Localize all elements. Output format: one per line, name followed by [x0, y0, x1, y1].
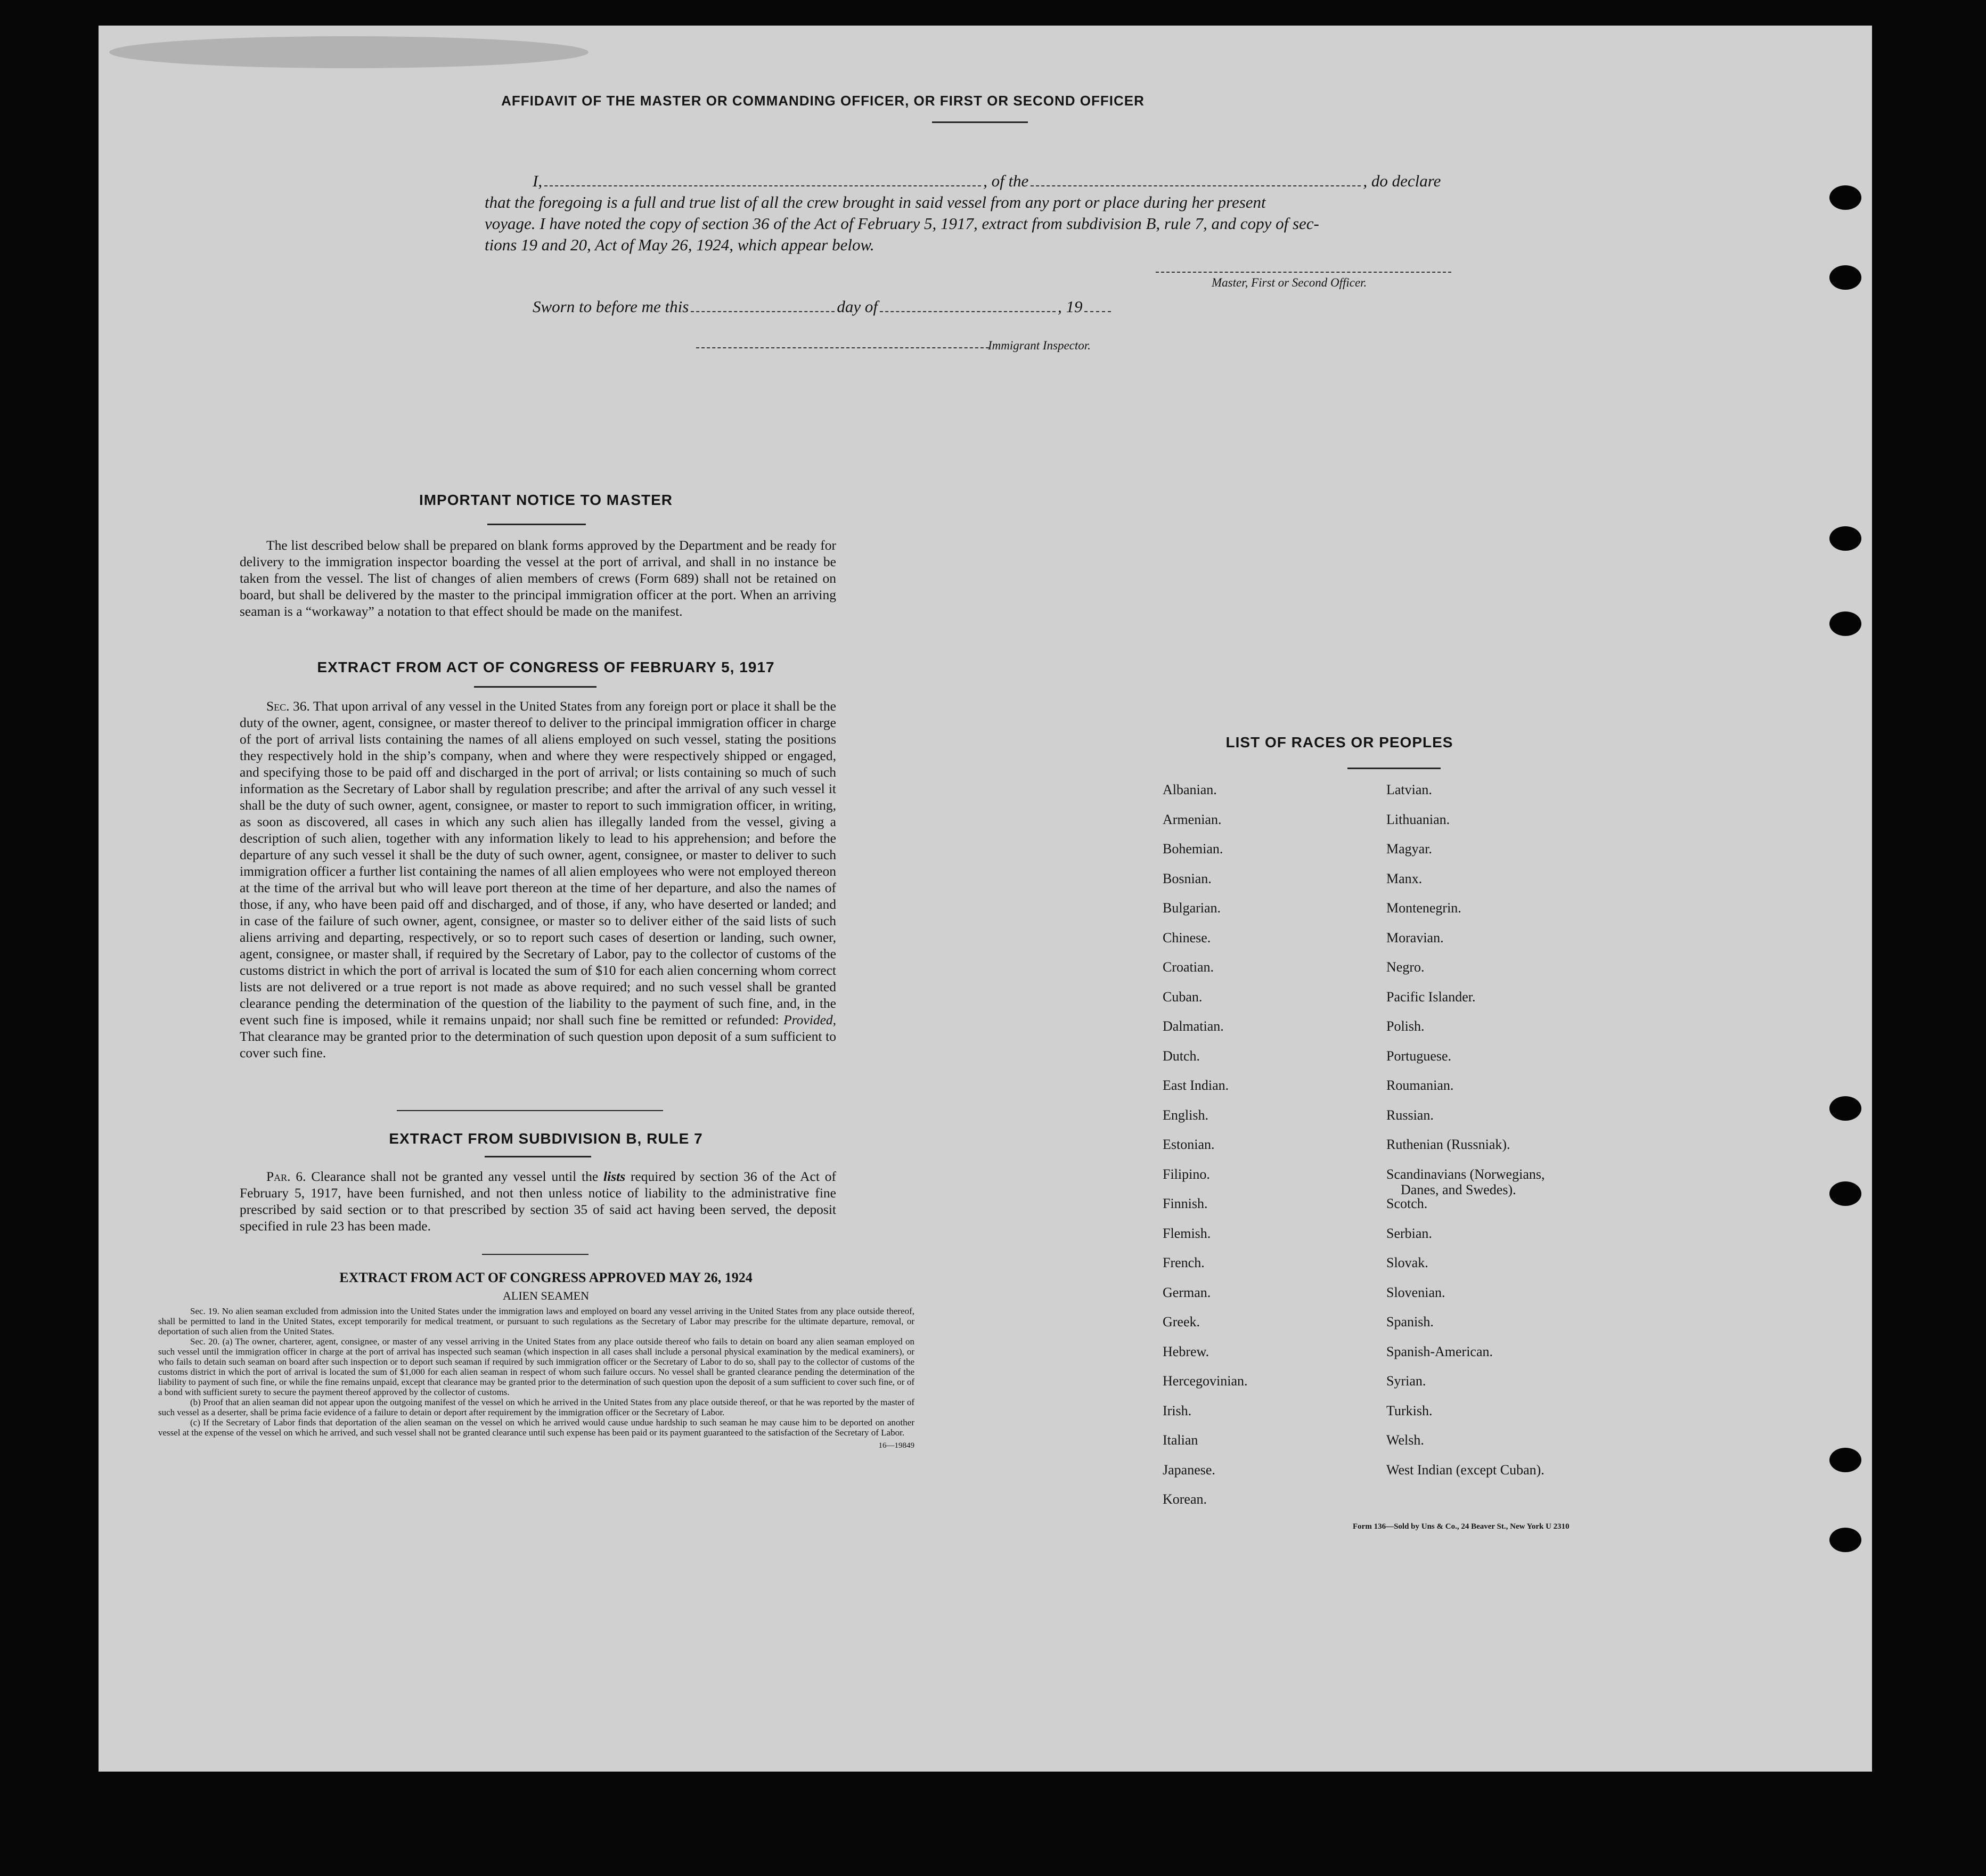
affidavit-of-the: , of the [983, 172, 1029, 190]
race-item: Spanish. [1386, 1314, 1434, 1329]
race-item: West Indian (except Cuban). [1386, 1462, 1544, 1478]
race-item: Bosnian. [1163, 870, 1212, 886]
race-item: Turkish. [1386, 1402, 1433, 1418]
par-6-text-a: Clearance shall not be granted any vessel until the [311, 1169, 599, 1184]
sworn-day-of: day of [837, 297, 878, 316]
race-item: Bulgarian. [1163, 900, 1221, 916]
race-item: Hercegovinian. [1163, 1373, 1248, 1389]
punch-hole [1829, 1448, 1861, 1472]
par-6-label: Par. 6. [266, 1169, 306, 1184]
divider-rule-2 [482, 1254, 589, 1255]
race-item: Lithuanian. [1386, 811, 1450, 827]
race-item: Albanian. [1163, 782, 1217, 797]
provided-word: Provided, [783, 1012, 837, 1027]
lists-word: lists [603, 1169, 626, 1184]
scan-smudge [109, 36, 589, 68]
affidavit-line-3: voyage. I have noted the copy of section 36 of the Act of February 5, 1917, extract from subdivision B, rule 7, and copy of sec- [485, 214, 1319, 233]
races-title: LIST OF RACES OR PEOPLES [1225, 734, 1453, 751]
race-item: Slovak. [1386, 1255, 1428, 1270]
notice-body: The list described below shall be prepared on blank forms approved by the Department and be ready for delivery to the immigration inspector boarding the vessel at the port of arrival, and shall in no instance be taken from the vessel. The list of changes of alien members of crews (Form 689) shall not be retained on board, but shall be delivered by the master to the principal immigration officer at the port. When an arriving seaman is a “workaway” a notation to that effect should be made on the manifest. [240, 537, 836, 619]
race-item: Scotch. [1386, 1196, 1428, 1211]
sec-19-text: Sec. 19. No alien seaman excluded from admission into the United States under the immigration laws and employed on board any vessel arriving in the United States from any place outside thereof, shall be permitted to land in the United States, except temporarily for medical treatment, or pursuant to such regulations as the Secretary of Labor may prescribe for the ultimate departure, removal, or deportation of such alien from the United States. [158, 1306, 914, 1336]
inspector-signature-line [696, 347, 989, 348]
extract-1917-rule [474, 686, 596, 688]
race-item: English. [1163, 1107, 1208, 1123]
race-item: Finnish. [1163, 1196, 1208, 1211]
punch-hole [1829, 526, 1861, 551]
extract-1924-body [158, 1306, 914, 1451]
subdivision-rule [485, 1156, 591, 1157]
race-item: Greek. [1163, 1314, 1200, 1329]
affidavit-line-2: that the foregoing is a full and true list of all the crew brought in said vessel from any port or place during her present [485, 193, 1266, 211]
race-item: Japanese. [1163, 1462, 1215, 1478]
extract-1917-body [240, 698, 836, 1061]
race-item: Moravian. [1386, 929, 1444, 945]
punch-hole [1829, 1096, 1861, 1121]
race-item: Filipino. [1163, 1166, 1210, 1182]
affidavit-line-1 [533, 170, 1441, 192]
race-item: Dutch. [1163, 1048, 1200, 1064]
punch-hole [1829, 185, 1861, 210]
race-item: Cuban. [1163, 989, 1203, 1005]
sec-20b-text: (b) Proof that an alien seaman did not appear upon the outgoing manifest of the vessel on which he arrived in the United States from any place outside thereof, or that he was reported by the master of such vessel as a deserter, shall be prima facie evidence of a failure to detain or deport after requirement by the immigration officer or the Secretary of Labor. [158, 1397, 914, 1417]
sec-20c-text: (c) If the Secretary of Labor finds that deportation of the alien seaman on the vessel on which he arrived would cause undue hardship to such seaman he may cause him to be deported on another vessel at the expense of the vessel on which he arrived, and such vessel shall not be granted clearance until such expense has been paid or its payment guaranteed to the satisfaction of the Secretary of Labor. [158, 1417, 914, 1438]
race-item: Spanish-American. [1386, 1343, 1493, 1359]
race-item: Syrian. [1386, 1373, 1426, 1389]
officer-signature-line [1156, 272, 1451, 273]
race-item: Irish. [1163, 1402, 1192, 1418]
affidavit-title: AFFIDAVIT OF THE MASTER OR COMMANDING OFFICER, OR FIRST OR SECOND OFFICER [501, 93, 1145, 109]
extract-1924-title: EXTRACT FROM ACT OF CONGRESS APPROVED MAY 26, 1924 [339, 1270, 753, 1285]
form-footer: Form 136—Sold by Uns & Co., 24 Beaver St., New York U 2310 [1353, 1522, 1570, 1531]
extract-1917-title: EXTRACT FROM ACT OF CONGRESS OF FEBRUARY 5, 1917 [317, 659, 775, 675]
race-item: Negro. [1386, 959, 1425, 975]
subdivision-title: EXTRACT FROM SUBDIVISION B, RULE 7 [389, 1130, 703, 1147]
title-rule [932, 121, 1028, 123]
race-item: Flemish. [1163, 1225, 1211, 1241]
affidavit-i: I, [533, 172, 543, 190]
race-item: Pacific Islander. [1386, 989, 1476, 1005]
notice-title: IMPORTANT NOTICE TO MASTER [419, 492, 673, 508]
document-page [99, 26, 1872, 1772]
race-item: Manx. [1386, 870, 1423, 886]
race-item: Russian. [1386, 1107, 1434, 1123]
race-item: Korean. [1163, 1491, 1207, 1507]
race-item: Latvian. [1386, 782, 1432, 797]
race-item: Ruthenian (Russniak). [1386, 1137, 1510, 1152]
race-item: Croatian. [1163, 959, 1214, 975]
sec-36-text: That upon arrival of any vessel in the United States from any foreign port or place it shall be the duty of the owner, agent, consignee, or master thereof to deliver to the principal immigration officer in charge of the port of arrival lists containing the names of all aliens employed on such vessel, stating the positions they respectively hold in the ship’s company, when and where they were respectively shipped or engaged, and specifying those to be paid off and discharged in the port of arrival; or lists containing so much of such information as the Secretary of Labor shall by regulation prescribe; and after the arrival of any such vessel it shall be the duty of such owner, agent, consignee, or master to report to such immigration officer, in writing, as soon as discovered, all cases in which any such alien has illegally landed from the vessel, giving a description of such alien, together with any information likely to lead to his apprehension; and before the departure of any such vessel it shall be the duty of such owner, agent, consignee, or master to deliver to such immigration officer a further list containing the names of all alien employees who were not employed thereon at the time of the arrival but who will leave port thereon at the time of her departure, and also the names of those, if any, who have been paid off and discharged, and of those, if any, who have deserted or landed; and in case of the failure of such owner, agent, consignee, or master so to deliver either of the said lists of such aliens arriving and departing, respectively, or so to report such cases of desertion or landing, such owner, agent, consignee, or master shall, if required by the Secretary of Labor, pay to the collector of customs of the customs district in which the port of arrival is located the sum of $10 for each alien concerning whom correct lists are not delivered or a true report is not made as above required; and no such vessel shall be granted clearance pending the determination of the question of the liability to the payment of such fine, and, in the event such fine is imposed, while it remains unpaid; nor shall such fine be remitted or refunded: [240, 698, 837, 1027]
race-item: Dalmatian. [1163, 1018, 1224, 1034]
race-item: Roumanian. [1386, 1078, 1454, 1093]
subdivision-body [240, 1168, 836, 1234]
race-item: Magyar. [1386, 841, 1432, 857]
race-item: Slovenian. [1386, 1284, 1445, 1300]
race-item: Italian [1163, 1432, 1198, 1448]
affidavit-line-4: tions 19 and 20, Act of May 26, 1924, which appear below. [485, 235, 875, 254]
sec-36-text-end: That clearance may be granted prior to the determination of such question upon deposit of a sum sufficient to cover such fine. [240, 1029, 836, 1061]
race-item: Chinese. [1163, 929, 1211, 945]
race-item: Scandinavians (Norwegians, [1386, 1166, 1545, 1182]
divider-rule [397, 1110, 663, 1111]
races-rule [1347, 768, 1441, 769]
race-item: Polish. [1386, 1018, 1425, 1034]
punch-hole [1829, 1181, 1861, 1206]
sec-20a-text: Sec. 20. (a) The owner, charterer, agent, consignee, or master of any vessel arriving in the United States from any place outside thereof who fails to detain on board any alien seaman employed on such vessel until the immigration officer in charge at the port of arrival has inspected such seaman (which inspection in all cases shall include a personal physical examination by the medical examiners), or who fails to detain such seaman on board after such inspection or to deport such seaman if required by such immigration officer or the Secretary of Labor to do so, shall pay to the collector of customs of the customs district in which the port of arrival is located the sum of $1,000 for each alien seaman in respect of whom such failure occurs. No vessel shall be granted clearance pending the determination of the liability to payment of such fine, or while the fine remains unpaid, except that clearance may be granted prior to the determination of such question upon the deposit of a sum sufficient to cover such fine, or of a bond with sufficient surety to secure the payment thereof approved by the collector of customs. [158, 1336, 914, 1397]
race-item: Hebrew. [1163, 1343, 1209, 1359]
race-item: Portuguese. [1386, 1048, 1452, 1064]
sworn-year: , 19 [1057, 297, 1083, 316]
form-code: 16—19849 [878, 1441, 914, 1450]
race-item: East Indian. [1163, 1078, 1229, 1093]
race-item: Armenian. [1163, 811, 1222, 827]
sworn-line [533, 296, 1111, 317]
race-item: Serbian. [1386, 1225, 1432, 1241]
punch-hole [1829, 265, 1861, 290]
sworn-text: Sworn to before me this [533, 297, 689, 316]
punch-hole [1829, 611, 1861, 636]
notice-rule [487, 524, 586, 525]
race-item: Bohemian. [1163, 841, 1223, 857]
race-item: Danes, and Swedes). [1401, 1181, 1516, 1197]
par-6-text-b: required by section 36 of the Act of February 5, 1917, have been furnished, and not then unless notice of liability to the administrative fine prescribed by said section or to that prescribed by section 35 of said act having been served, the deposit specified in rule 23 has been made. [240, 1169, 837, 1234]
affidavit-declare: , do declare [1363, 172, 1441, 190]
race-item: Montenegrin. [1386, 900, 1461, 916]
sec-36-label: Sec. 36. [266, 698, 310, 714]
race-item: French. [1163, 1255, 1205, 1270]
race-item: German. [1163, 1284, 1211, 1300]
officer-label: Master, First or Second Officer. [1212, 276, 1367, 289]
punch-hole [1829, 1528, 1861, 1552]
inspector-label: Immigrant Inspector. [988, 339, 1091, 352]
race-item: Estonian. [1163, 1137, 1215, 1152]
extract-1924-subtitle: ALIEN SEAMEN [503, 1289, 589, 1302]
race-item: Welsh. [1386, 1432, 1424, 1448]
